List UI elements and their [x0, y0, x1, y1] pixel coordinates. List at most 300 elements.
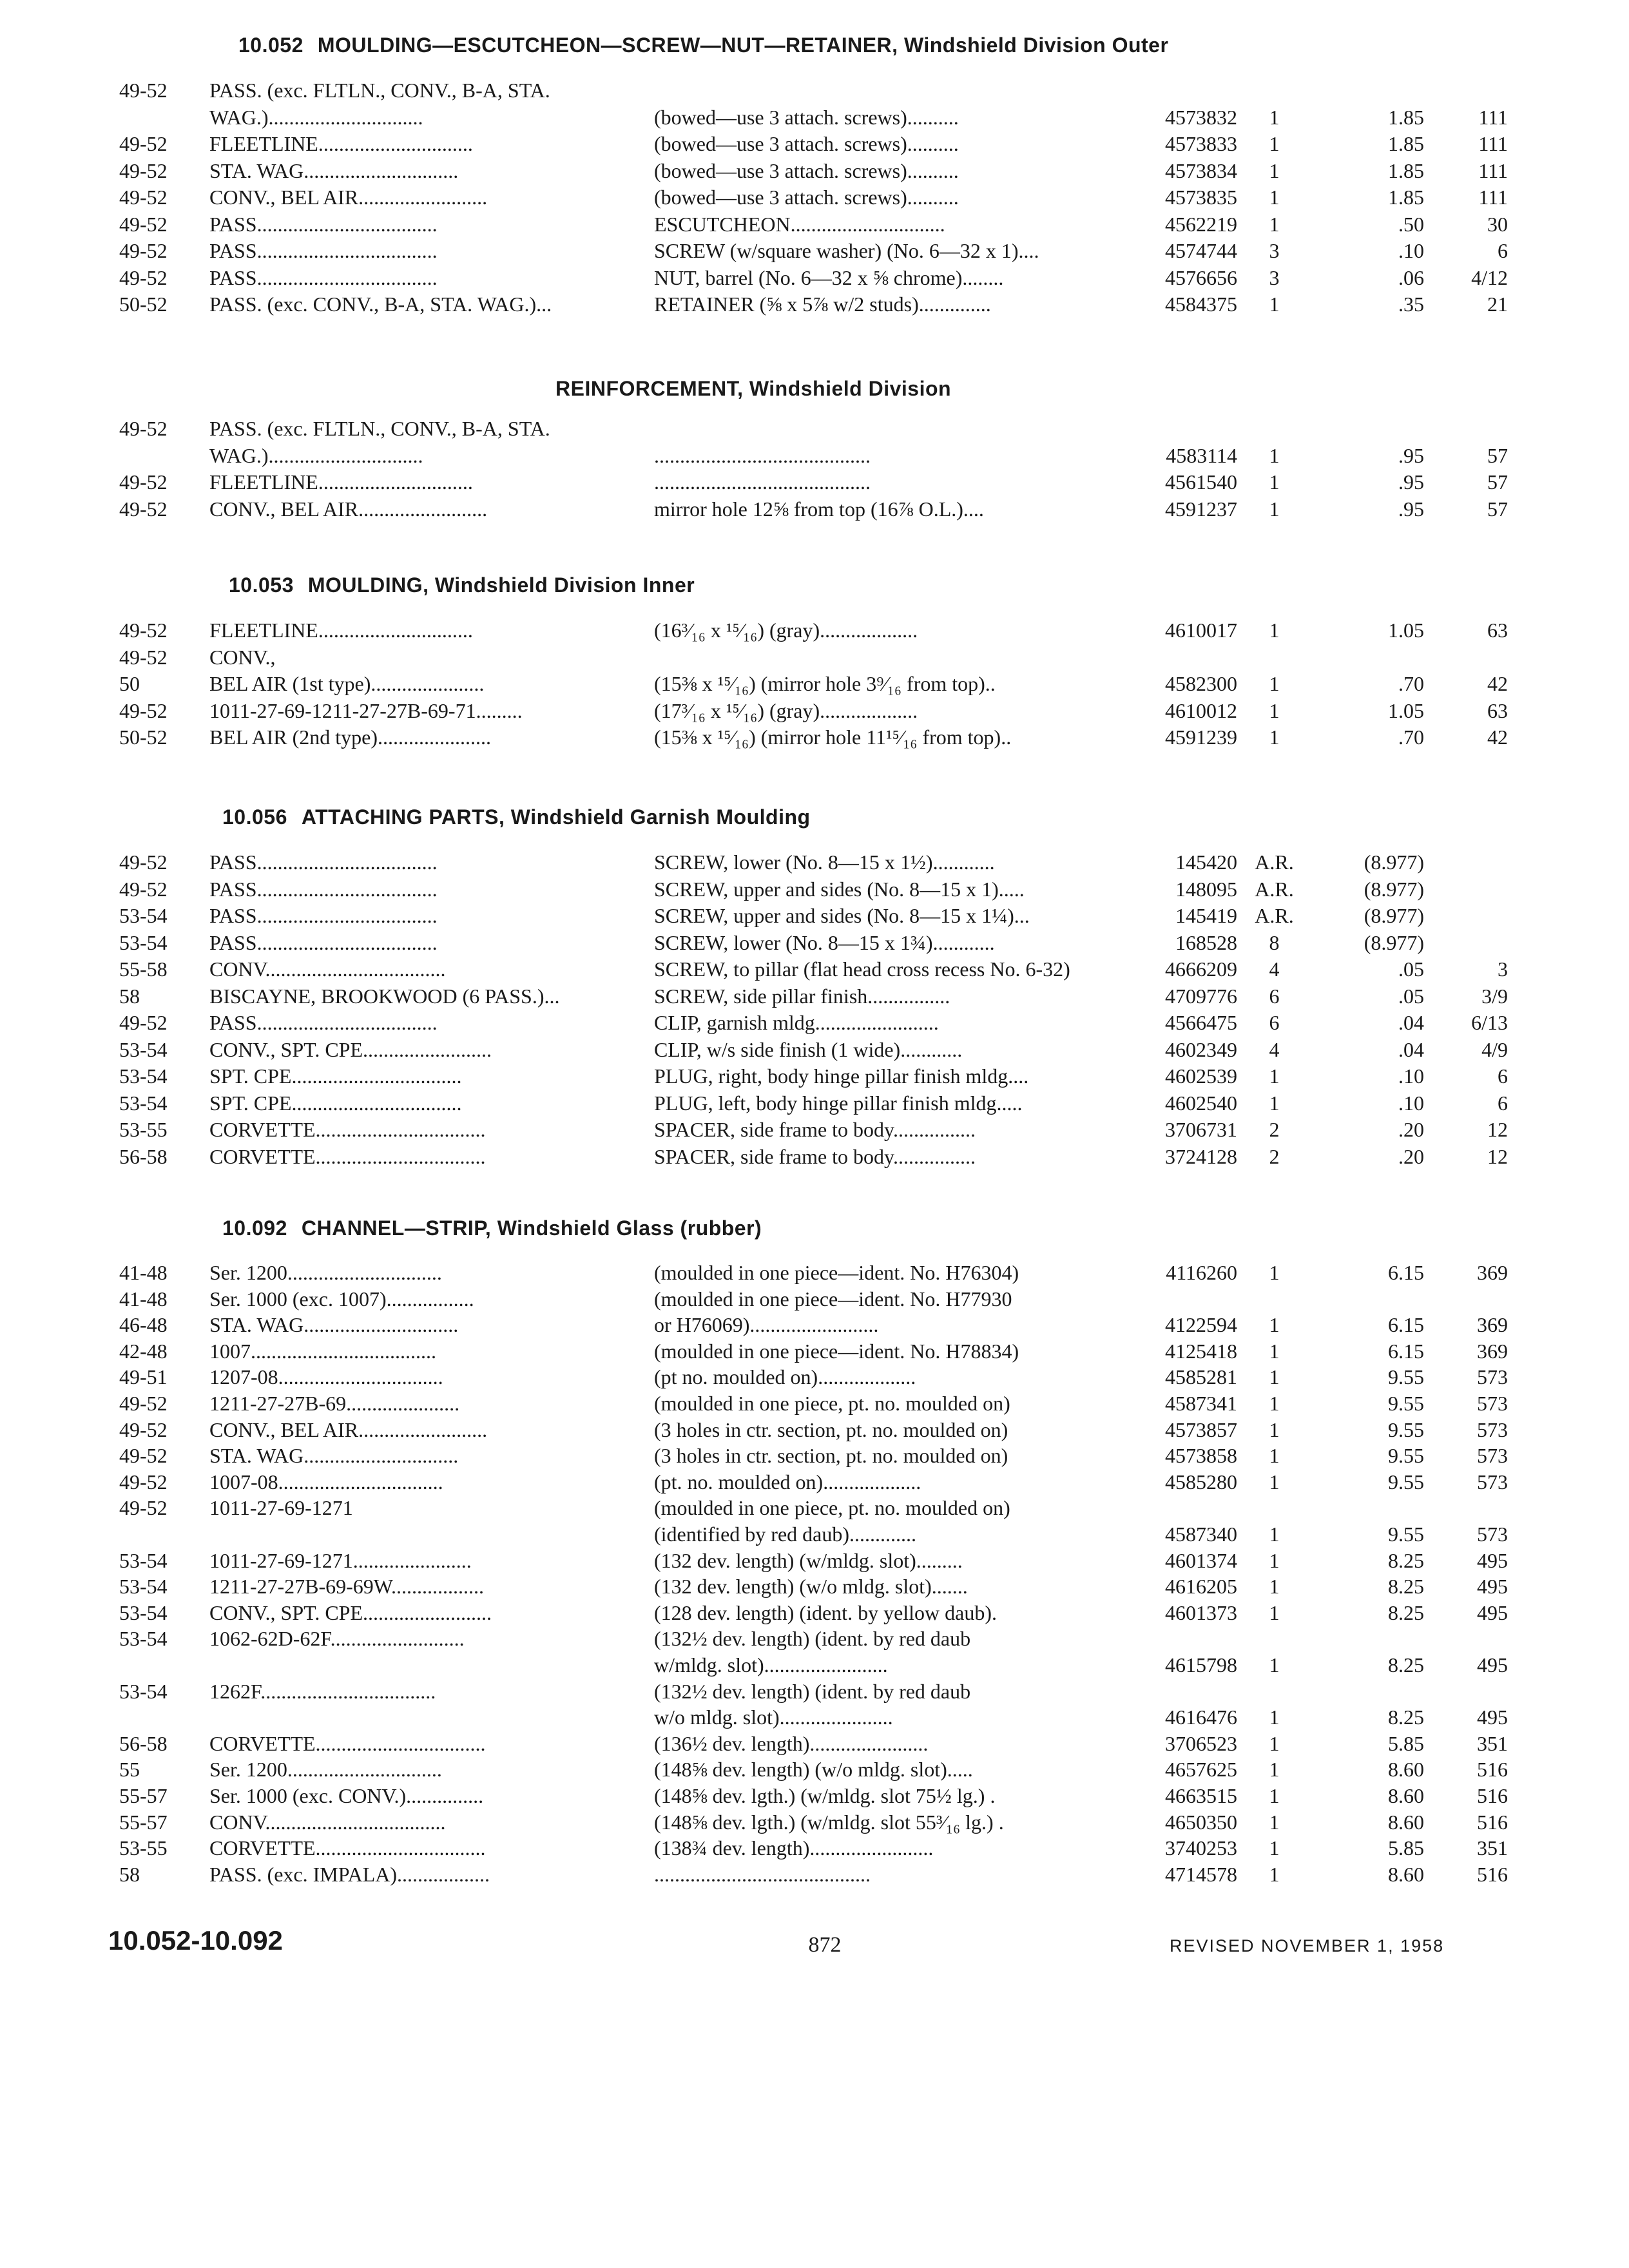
group-cell: 573: [1477, 1418, 1508, 1441]
year-cell: 56-58: [119, 1731, 168, 1755]
table-row: [0, 1600, 1629, 1626]
quantity-cell: 1: [1269, 672, 1280, 695]
year-cell: 49-52: [119, 645, 168, 669]
price-cell: 8.25: [1388, 1706, 1424, 1729]
price-cell: .10: [1398, 239, 1424, 262]
part-number-cell: 4587340: [1165, 1523, 1237, 1546]
section-title: [555, 377, 951, 401]
description-cell: (moulded in one piece—ident. No. H78834): [654, 1339, 1019, 1363]
group-cell: 42: [1487, 726, 1508, 749]
table-row: [0, 983, 1629, 1009]
part-number-cell: 3724128: [1165, 1144, 1237, 1168]
price-cell: 1.85: [1388, 159, 1424, 182]
quantity-cell: 1: [1269, 1261, 1280, 1284]
year-cell: 49-52: [119, 132, 168, 155]
table-row: [0, 77, 1629, 103]
group-cell: 573: [1477, 1470, 1508, 1494]
year-cell: 55-57: [119, 1784, 168, 1807]
part-number-cell: 4576656: [1165, 265, 1237, 289]
description-cell: (148⅝ dev. lgth.) (w/mldg. slot 55³⁄₁₆ lg.) .: [654, 1810, 1004, 1834]
model-cell: BEL AIR (2nd type)......................: [209, 726, 491, 749]
group-cell: 573: [1477, 1523, 1508, 1546]
price-cell: 8.25: [1388, 1548, 1424, 1572]
price-cell: .04: [1398, 1037, 1424, 1061]
section-title: [222, 805, 811, 829]
quantity-cell: 1: [1269, 1444, 1280, 1468]
group-cell: 21: [1487, 293, 1508, 316]
table-row: [0, 1260, 1629, 1285]
description-cell: (132½ dev. length) (ident. by red daub: [654, 1679, 971, 1703]
part-number-cell: 4573835: [1165, 186, 1237, 209]
part-number-cell: 145420: [1175, 850, 1237, 874]
table-row: [0, 1144, 1629, 1169]
model-cell: CONV.,: [209, 645, 276, 669]
quantity-cell: 1: [1269, 443, 1280, 467]
price-cell: 5.85: [1388, 1836, 1424, 1860]
price-cell: 6.15: [1388, 1313, 1424, 1337]
quantity-cell: 1: [1269, 1313, 1280, 1337]
table-row: [0, 211, 1629, 237]
table-row: [0, 1783, 1629, 1809]
model-cell: 1062-62D-62F..........................: [209, 1627, 465, 1651]
section-number: 10.053: [229, 573, 294, 597]
year-cell: 50: [119, 672, 140, 695]
group-cell: 111: [1478, 159, 1508, 182]
price-cell: 6.15: [1388, 1339, 1424, 1363]
part-number-cell: 4122594: [1165, 1313, 1237, 1337]
group-cell: 3/9: [1481, 984, 1508, 1008]
model-cell: Ser. 1200..............................: [209, 1261, 442, 1284]
year-cell: 50-52: [119, 293, 168, 316]
price-cell: 8.60: [1388, 1784, 1424, 1807]
year-cell: 55: [119, 1758, 140, 1782]
section-title: [222, 1216, 762, 1240]
model-cell: CORVETTE.................................: [209, 1836, 486, 1860]
quantity-cell: 1: [1269, 1470, 1280, 1494]
description-cell: (15⅜ x ¹⁵⁄₁₆) (mirror hole 11¹⁵⁄₁₆ from top)..: [654, 726, 1012, 749]
group-cell: 63: [1487, 698, 1508, 722]
part-number-cell: 4602539: [1165, 1064, 1237, 1088]
description-cell: (132½ dev. length) (ident. by red daub: [654, 1627, 971, 1651]
description-cell: (bowed—use 3 attach. screws)..........: [654, 186, 959, 209]
part-number-cell: 4583114: [1166, 443, 1237, 467]
year-cell: 53-54: [119, 1679, 168, 1703]
price-cell: 9.55: [1388, 1418, 1424, 1441]
price-cell: 9.55: [1388, 1365, 1424, 1389]
price-cell: .95: [1398, 497, 1424, 521]
group-cell: 495: [1477, 1600, 1508, 1624]
quantity-cell: 1: [1269, 105, 1280, 129]
model-cell: STA. WAG..............................: [209, 1444, 459, 1468]
part-number-cell: 3706523: [1165, 1731, 1237, 1755]
model-cell: CONV...................................: [209, 1810, 446, 1834]
price-cell: .10: [1398, 1091, 1424, 1115]
part-number-cell: 4584375: [1165, 293, 1237, 316]
group-cell: 516: [1477, 1784, 1508, 1807]
description-cell: SCREW, lower (No. 8—15 x 1¾)............: [654, 930, 995, 954]
price-cell: 8.25: [1388, 1575, 1424, 1599]
year-cell: 49-52: [119, 265, 168, 289]
table-row: [0, 930, 1629, 956]
part-number-cell: 4116260: [1166, 1261, 1237, 1284]
description-cell: PLUG, left, body hinge pillar finish mldg.....: [654, 1091, 1023, 1115]
model-cell: STA. WAG..............................: [209, 159, 459, 182]
description-cell: or H76069).........................: [654, 1313, 879, 1337]
model-cell: 1207-08................................: [209, 1365, 443, 1389]
model-cell: Ser. 1000 (exc. 1007).................: [209, 1287, 474, 1311]
description-cell: (132 dev. length) (w/o mldg. slot).......: [654, 1575, 968, 1599]
group-cell: 57: [1487, 497, 1508, 521]
description-cell: SCREW, to pillar (flat head cross recess No. 6-32): [654, 957, 1070, 981]
year-cell: 58: [119, 1862, 140, 1886]
price-cell: 8.60: [1388, 1758, 1424, 1782]
quantity-cell: 1: [1269, 159, 1280, 182]
table-row: [0, 1573, 1629, 1599]
price-cell: .20: [1398, 1144, 1424, 1168]
table-row: [0, 1338, 1629, 1364]
price-cell: .04: [1398, 1011, 1424, 1034]
group-cell: 495: [1477, 1653, 1508, 1677]
model-cell: BISCAYNE, BROOKWOOD (6 PASS.)...: [209, 984, 560, 1008]
model-cell: BEL AIR (1st type)......................: [209, 672, 485, 695]
quantity-cell: 1: [1269, 1810, 1280, 1834]
year-cell: 49-52: [119, 1011, 168, 1034]
year-cell: 49-52: [119, 186, 168, 209]
model-cell: Ser. 1000 (exc. CONV.)...............: [209, 1784, 484, 1807]
group-cell: 495: [1477, 1575, 1508, 1599]
description-cell: ..........................................: [654, 443, 871, 467]
description-cell: CLIP, w/s side finish (1 wide)............: [654, 1037, 963, 1061]
table-row: [0, 1835, 1629, 1861]
table-row: [0, 644, 1629, 670]
description-cell: (148⅝ dev. length) (w/o mldg. slot).....: [654, 1758, 973, 1782]
price-cell: .50: [1398, 212, 1424, 236]
year-cell: 49-52: [119, 497, 168, 521]
description-cell: NUT, barrel (No. 6—32 x ⅝ chrome)........: [654, 265, 1004, 289]
description-cell: (identified by red daub).............: [654, 1523, 916, 1546]
section-number: 10.052: [238, 34, 304, 57]
price-cell: 8.25: [1388, 1653, 1424, 1677]
year-cell: 53-54: [119, 1627, 168, 1651]
quantity-cell: 1: [1269, 1365, 1280, 1389]
group-cell: 111: [1478, 132, 1508, 155]
table-row: [0, 1443, 1629, 1468]
quantity-cell: 1: [1269, 619, 1280, 642]
table-row: [0, 1704, 1629, 1730]
group-cell: 6: [1498, 1064, 1508, 1088]
table-row: [0, 158, 1629, 184]
group-cell: 516: [1477, 1810, 1508, 1834]
group-cell: 495: [1477, 1548, 1508, 1572]
table-row: [0, 1117, 1629, 1142]
price-cell: .35: [1398, 293, 1424, 316]
year-cell: 53-54: [119, 930, 168, 954]
quantity-cell: A.R.: [1255, 850, 1294, 874]
model-cell: SPT. CPE.................................: [209, 1064, 462, 1088]
price-cell: .05: [1398, 957, 1424, 981]
section-heading: ATTACHING PARTS, Windshield Garnish Moulding: [301, 805, 811, 829]
group-cell: 516: [1477, 1862, 1508, 1886]
quantity-cell: 1: [1269, 212, 1280, 236]
description-cell: RETAINER (⅝ x 5⅞ w/2 studs)..............: [654, 293, 991, 316]
model-cell: 1011-27-69-1211-27-27B-69-71.........: [209, 698, 523, 722]
year-cell: 49-52: [119, 417, 168, 440]
description-cell: (148⅝ dev. lgth.) (w/mldg. slot 75½ lg.) .: [654, 1784, 996, 1807]
part-number-cell: 168528: [1175, 930, 1237, 954]
year-cell: 49-52: [119, 1444, 168, 1468]
description-cell: (3 holes in ctr. section, pt. no. moulded on): [654, 1444, 1008, 1468]
quantity-cell: 1: [1269, 1784, 1280, 1807]
part-number-cell: 4573833: [1165, 132, 1237, 155]
quantity-cell: 1: [1269, 470, 1280, 494]
price-cell: 9.55: [1388, 1523, 1424, 1546]
quantity-cell: 1: [1269, 1653, 1280, 1677]
section-number: 10.056: [222, 805, 287, 829]
quantity-cell: 1: [1269, 1548, 1280, 1572]
year-cell: 46-48: [119, 1313, 168, 1337]
model-cell: PASS...................................: [209, 239, 438, 262]
model-cell: 1011-27-69-1271.......................: [209, 1548, 472, 1572]
year-cell: 49-52: [119, 619, 168, 642]
description-cell: (138¾ dev. length)........................: [654, 1836, 934, 1860]
part-number-cell: 4601374: [1165, 1548, 1237, 1572]
year-cell: 53-55: [119, 1836, 168, 1860]
price-cell: 6.15: [1388, 1261, 1424, 1284]
model-cell: 1011-27-69-1271: [209, 1496, 353, 1520]
group-cell: 351: [1477, 1731, 1508, 1755]
year-cell: 53-54: [119, 1037, 168, 1061]
description-cell: SPACER, side frame to body................: [654, 1118, 976, 1141]
model-cell: CORVETTE.................................: [209, 1118, 486, 1141]
model-cell: 1007....................................: [209, 1339, 436, 1363]
year-cell: 49-52: [119, 1392, 168, 1415]
group-cell: 111: [1478, 105, 1508, 129]
model-cell: CONV., BEL AIR.........................: [209, 497, 488, 521]
description-cell: SCREW, side pillar finish................: [654, 984, 950, 1008]
description-cell: SCREW, lower (No. 8—15 x 1½)............: [654, 850, 995, 874]
group-cell: 57: [1487, 443, 1508, 467]
section-heading: CHANNEL—STRIP, Windshield Glass (rubber): [301, 1216, 762, 1240]
year-cell: 58: [119, 984, 140, 1008]
price-cell: .20: [1398, 1118, 1424, 1141]
model-cell: 1211-27-27B-69......................: [209, 1392, 460, 1415]
year-cell: 53-54: [119, 1548, 168, 1572]
quantity-cell: 2: [1269, 1144, 1280, 1168]
part-number-cell: 4573832: [1165, 105, 1237, 129]
year-cell: 50-52: [119, 726, 168, 749]
group-cell: 3: [1498, 957, 1508, 981]
description-cell: ..........................................: [654, 1862, 871, 1886]
quantity-cell: 1: [1269, 1091, 1280, 1115]
year-cell: 53-54: [119, 1575, 168, 1599]
model-cell: CONV., BEL AIR.........................: [209, 186, 488, 209]
part-number-cell: 4573834: [1165, 159, 1237, 182]
model-cell: FLEETLINE..............................: [209, 470, 473, 494]
table-row: [0, 956, 1629, 982]
group-cell: 12: [1487, 1144, 1508, 1168]
part-number-cell: 4602540: [1165, 1091, 1237, 1115]
part-number-cell: 4582300: [1165, 672, 1237, 695]
section-range: 10.052-10.092: [108, 1925, 283, 1956]
description-cell: (moulded in one piece—ident. No. H76304): [654, 1261, 1019, 1284]
part-number-cell: 4562219: [1165, 212, 1237, 236]
description-cell: (132 dev. length) (w/mldg. slot).........: [654, 1548, 963, 1572]
table-row: [0, 1010, 1629, 1035]
table-row: [0, 724, 1629, 750]
section-title: [238, 34, 1168, 57]
year-cell: 49-52: [119, 698, 168, 722]
part-number-cell: 4125418: [1165, 1339, 1237, 1363]
table-row: [0, 443, 1629, 468]
group-cell: 6: [1498, 1091, 1508, 1115]
model-cell: WAG.)..............................: [209, 105, 423, 129]
part-number-cell: 4566475: [1165, 1011, 1237, 1034]
group-cell: 573: [1477, 1392, 1508, 1415]
description-cell: (bowed—use 3 attach. screws)..........: [654, 132, 959, 155]
price-cell: 9.55: [1388, 1392, 1424, 1415]
model-cell: PASS...................................: [209, 877, 438, 901]
table-row: [0, 876, 1629, 902]
part-number-cell: 4591237: [1165, 497, 1237, 521]
description-cell: w/o mldg. slot)......................: [654, 1706, 893, 1729]
part-number-cell: 4650350: [1165, 1810, 1237, 1834]
model-cell: Ser. 1200..............................: [209, 1758, 442, 1782]
group-cell: 4/9: [1481, 1037, 1508, 1061]
part-number-cell: 4587341: [1165, 1392, 1237, 1415]
part-number-cell: 3706731: [1165, 1118, 1237, 1141]
price-cell: 1.85: [1388, 132, 1424, 155]
part-number-cell: 4714578: [1165, 1862, 1237, 1886]
group-cell: 6: [1498, 239, 1508, 262]
table-row: [0, 1037, 1629, 1062]
table-row: [0, 265, 1629, 291]
quantity-cell: 1: [1269, 1339, 1280, 1363]
part-number-cell: 4591239: [1165, 726, 1237, 749]
part-number-cell: 4573857: [1165, 1418, 1237, 1441]
description-cell: (bowed—use 3 attach. screws)..........: [654, 105, 959, 129]
group-cell: 573: [1477, 1444, 1508, 1468]
part-number-cell: 4663515: [1165, 1784, 1237, 1807]
quantity-cell: 6: [1269, 1011, 1280, 1034]
table-row: [0, 1548, 1629, 1573]
part-number-cell: 4585280: [1165, 1470, 1237, 1494]
table-row: [0, 1417, 1629, 1443]
quantity-cell: A.R.: [1255, 904, 1294, 927]
price-cell: 1.05: [1388, 619, 1424, 642]
section-heading: REINFORCEMENT, Windshield Division: [555, 377, 952, 400]
price-cell: .95: [1398, 470, 1424, 494]
description-cell: (moulded in one piece—ident. No. H77930: [654, 1287, 1012, 1311]
model-cell: PASS. (exc. CONV., B-A, STA. WAG.)...: [209, 293, 552, 316]
model-cell: CONV., SPT. CPE.........................: [209, 1037, 492, 1061]
table-row: [0, 1312, 1629, 1338]
model-cell: PASS...................................: [209, 212, 438, 236]
year-cell: 49-52: [119, 470, 168, 494]
table-row: [0, 1469, 1629, 1495]
model-cell: CONV., SPT. CPE.........................: [209, 1600, 492, 1624]
price-cell: .10: [1398, 1064, 1424, 1088]
quantity-cell: 3: [1269, 239, 1280, 262]
quantity-cell: 1: [1269, 1392, 1280, 1415]
year-cell: 53-54: [119, 1091, 168, 1115]
quantity-cell: 1: [1269, 1064, 1280, 1088]
year-cell: 49-52: [119, 159, 168, 182]
price-cell: (8.977): [1364, 877, 1424, 901]
model-cell: FLEETLINE..............................: [209, 132, 473, 155]
group-cell: 6/13: [1471, 1011, 1508, 1034]
year-cell: 49-52: [119, 79, 168, 102]
quantity-cell: 3: [1269, 265, 1280, 289]
table-row: [0, 1731, 1629, 1756]
part-number-cell: 4602349: [1165, 1037, 1237, 1061]
group-cell: 516: [1477, 1758, 1508, 1782]
table-row: [0, 1495, 1629, 1521]
model-cell: PASS...................................: [209, 904, 438, 927]
year-cell: 49-52: [119, 239, 168, 262]
table-row: [0, 671, 1629, 697]
part-number-cell: 4616205: [1165, 1575, 1237, 1599]
table-row: [0, 1652, 1629, 1678]
description-cell: (15⅜ x ¹⁵⁄₁₆) (mirror hole 3⁹⁄₁₆ from top)..: [654, 672, 996, 695]
part-number-cell: 148095: [1175, 877, 1237, 901]
part-number-cell: 4616476: [1165, 1706, 1237, 1729]
table-row: [0, 1063, 1629, 1089]
description-cell: SPACER, side frame to body................: [654, 1144, 976, 1168]
price-cell: (8.977): [1364, 850, 1424, 874]
year-cell: 49-52: [119, 1496, 168, 1520]
description-cell: w/mldg. slot)........................: [654, 1653, 888, 1677]
section-heading: MOULDING, Windshield Division Inner: [307, 573, 695, 597]
year-cell: 53-55: [119, 1118, 168, 1141]
quantity-cell: 1: [1269, 726, 1280, 749]
part-number-cell: 3740253: [1165, 1836, 1237, 1860]
part-number-cell: 4601373: [1165, 1600, 1237, 1624]
description-cell: (128 dev. length) (ident. by yellow daub).: [654, 1600, 998, 1624]
year-cell: 53-54: [119, 1064, 168, 1088]
part-number-cell: 4610017: [1165, 619, 1237, 642]
price-cell: .05: [1398, 984, 1424, 1008]
model-cell: CONV...................................: [209, 957, 446, 981]
table-row: [0, 131, 1629, 157]
group-cell: 369: [1477, 1313, 1508, 1337]
description-cell: SCREW, upper and sides (No. 8—15 x 1).....: [654, 877, 1025, 901]
year-cell: 56-58: [119, 1144, 168, 1168]
year-cell: 49-52: [119, 1418, 168, 1441]
quantity-cell: 6: [1269, 984, 1280, 1008]
price-cell: 1.85: [1388, 186, 1424, 209]
price-cell: 1.85: [1388, 105, 1424, 129]
model-cell: PASS...................................: [209, 850, 438, 874]
year-cell: 49-52: [119, 850, 168, 874]
quantity-cell: 1: [1269, 132, 1280, 155]
section-heading: MOULDING—ESCUTCHEON—SCREW—NUT—RETAINER, Windshield Division Outer: [317, 34, 1169, 57]
quantity-cell: 1: [1269, 1862, 1280, 1886]
quantity-cell: 1: [1269, 698, 1280, 722]
quantity-cell: 1: [1269, 1731, 1280, 1755]
table-row: [0, 849, 1629, 875]
year-cell: 49-52: [119, 212, 168, 236]
part-number-cell: 4574744: [1165, 239, 1237, 262]
page-number: 872: [808, 1933, 842, 1957]
group-cell: 351: [1477, 1836, 1508, 1860]
year-cell: 53-54: [119, 1600, 168, 1624]
quantity-cell: 1: [1269, 1418, 1280, 1441]
description-cell: (bowed—use 3 attach. screws)..........: [654, 159, 959, 182]
group-cell: 57: [1487, 470, 1508, 494]
quantity-cell: 2: [1269, 1118, 1280, 1141]
group-cell: 369: [1477, 1261, 1508, 1284]
table-row: [0, 1809, 1629, 1835]
